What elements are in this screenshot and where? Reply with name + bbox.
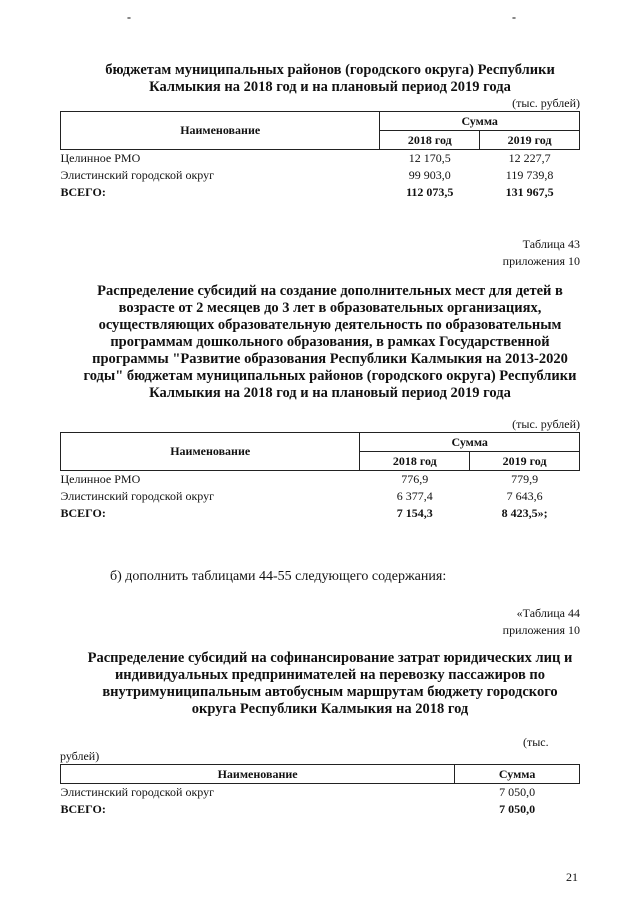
total-label: ВСЕГО: bbox=[60, 802, 106, 816]
section3-title-line: округа Республики Калмыкия на 2018 год bbox=[191, 701, 469, 717]
page-number: 21 bbox=[566, 870, 578, 884]
table-row bbox=[61, 784, 580, 802]
section2-title-line: годы" бюджетам муниципальных районов (городского округа) Республики bbox=[83, 368, 577, 384]
row-value-2018: 12 170,5 bbox=[408, 151, 451, 165]
section1-table bbox=[60, 111, 580, 201]
section2-title-line: Распределение субсидий на создание дополнительных мест для детей в bbox=[97, 283, 563, 299]
section3-title bbox=[50, 650, 610, 718]
row-value-2018: 6 377,4 bbox=[396, 489, 433, 503]
header-year-2018: 2018 год bbox=[360, 452, 470, 471]
total-label: ВСЕГО: bbox=[60, 185, 106, 199]
total-value-2018: 7 154,3 bbox=[396, 506, 433, 520]
row-value-2018: 776,9 bbox=[401, 472, 429, 486]
top-mark-left: - bbox=[127, 10, 131, 24]
header-name: Наименование bbox=[61, 433, 360, 471]
row-name: Элистинский городской округ bbox=[60, 168, 215, 182]
header-name: Наименование bbox=[61, 765, 455, 784]
header-sum: Сумма bbox=[360, 433, 580, 452]
section3-units-part2: рублей) bbox=[60, 749, 100, 763]
section2-title-line: возрасте от 2 месяцев до 3 лет в образовательных организациях, bbox=[118, 300, 542, 316]
section2-title-line: программам дошкольного образования, в рамках Государственной bbox=[110, 334, 550, 350]
table-number-label: Таблица 43 bbox=[522, 237, 580, 251]
table-number-label: «Таблица 44 bbox=[516, 606, 580, 620]
table-row bbox=[61, 488, 580, 505]
table-total-row bbox=[61, 505, 580, 522]
total-value-2019: 8 423,5»; bbox=[501, 506, 548, 520]
amendment-paragraph: б) дополнить таблицами 44-55 следующего содержания: bbox=[110, 569, 447, 584]
section2-title-line: программы "Развитие образования Республики Калмыкия на 2013-2020 bbox=[92, 351, 568, 367]
row-value-2019: 119 739,8 bbox=[505, 168, 554, 182]
section3-units-part1: (тыс. bbox=[523, 735, 549, 749]
table-row bbox=[61, 167, 580, 184]
row-value-2019: 12 227,7 bbox=[508, 151, 551, 165]
section1-title-line: Калмыкия на 2018 год и на плановый период 2019 года bbox=[149, 79, 511, 95]
row-value-2019: 7 643,6 bbox=[506, 489, 543, 503]
section1-units: (тыс. рублей) bbox=[512, 96, 580, 110]
header-name: Наименование bbox=[61, 112, 380, 150]
row-name: Элистинский городской округ bbox=[60, 785, 215, 799]
header-year-2018: 2018 год bbox=[380, 131, 480, 150]
section2-table-label bbox=[420, 236, 580, 270]
section3-title-line: индивидуальных предпринимателей на перевозку пассажиров по bbox=[114, 667, 546, 683]
header-year-2019: 2019 год bbox=[480, 131, 580, 150]
row-name: Целинное РМО bbox=[60, 472, 141, 486]
section2-title bbox=[50, 283, 610, 402]
row-value-2019: 779,9 bbox=[511, 472, 539, 486]
section3-table-label bbox=[420, 605, 580, 639]
table-total-row bbox=[61, 184, 580, 201]
header-sum: Сумма bbox=[380, 112, 580, 131]
section3-title-line: Распределение субсидий на софинансирование затрат юридических лиц и bbox=[87, 650, 573, 666]
row-value-2018: 99 903,0 bbox=[408, 168, 451, 182]
total-value-2019: 131 967,5 bbox=[505, 185, 554, 199]
section1-title-line: бюджетам муниципальных районов (городского округа) Республики bbox=[105, 62, 555, 78]
header-year-2019: 2019 год bbox=[470, 452, 580, 471]
section2-table bbox=[60, 432, 580, 522]
row-name: Целинное РМО bbox=[60, 151, 141, 165]
section2-title-line: Калмыкия на 2018 год и на плановый период 2019 года bbox=[149, 385, 511, 401]
table-row bbox=[61, 150, 580, 168]
section2-units: (тыс. рублей) bbox=[512, 417, 580, 431]
total-value: 7 050,0 bbox=[499, 802, 536, 816]
total-value-2018: 112 073,5 bbox=[406, 185, 454, 199]
row-value: 7 050,0 bbox=[499, 785, 536, 799]
section3-table bbox=[60, 764, 580, 818]
section2-title-line: осуществляющих образовательную деятельность по образовательным bbox=[98, 317, 562, 333]
header-sum: Сумма bbox=[455, 765, 580, 784]
row-name: Элистинский городской округ bbox=[60, 489, 215, 503]
appendix-label: приложения 10 bbox=[502, 254, 580, 268]
table-total-row bbox=[61, 801, 580, 818]
section3-title-line: внутримуниципальным автобусным маршрутам бюджету городского bbox=[102, 684, 558, 700]
appendix-label: приложения 10 bbox=[502, 623, 580, 637]
total-label: ВСЕГО: bbox=[60, 506, 106, 520]
top-mark-right: - bbox=[512, 10, 516, 24]
table-row bbox=[61, 471, 580, 489]
section1-title bbox=[50, 62, 610, 96]
